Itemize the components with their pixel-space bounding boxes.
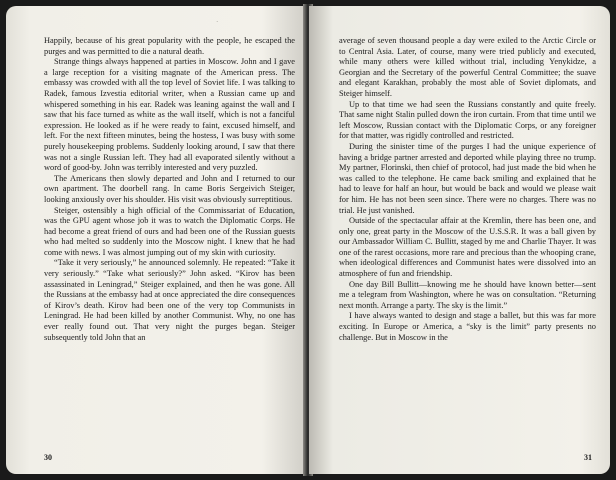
paragraph: “Take it very seriously,” he announced solemnly. He repeated: “Take it very seriously.” “Take what seriously?” John asked. “Kirov has been assassinated in Leningrad,” Steiger explained, and then he was gone. All the Russians at the embassy had at once appreciated the dire consequences of Kirov’s death. Kirov had been one of the very top Communists in Leningrad. He had been killed by another Communist. Why, no one has ever really found out. That very night the purges began. Steiger subsequently told John that an [44, 258, 295, 342]
paragraph: Happily, because of his great popularity with the people, he escaped the purges and was permitted to die a natural death. [44, 36, 295, 56]
paragraph: Strange things always happened at parties in Moscow. John and I gave a large reception for a visiting magnate of the American press. The embassy was crowded with all the top level of Soviet life. I was talking to Radek, famous Izvestia editorial writer, when a Russian came up and whispered something in his ear. Radek was leaning against the wall and I saw that his face turned as white as the wall itself, which is not a fanciful expression. He looked as if he were ready to faint, excused himself, and left. For the next fifteen minutes, being the hostess, I was busy with some purely housekeeping problems. Suddenly looking around, I saw that there was not a single Russian left. They had all evaporated silently without a word of good-by. John was terribly interested and very puzzled. [44, 57, 295, 173]
paragraph: Steiger, ostensibly a high official of the Commissariat of Education, was the GPU agent whose job it was to watch the Diplomatic Corps. He had become a great friend of ours and had been one of the Russian guests who had melted so suddenly into the Moscow night. I knew that he had come with news. I was almost jumping out of my skin with curiosity. [44, 205, 295, 257]
page-number: 30 [44, 453, 52, 462]
paragraph: I have always wanted to design and stage a ballet, but this was far more exciting. In Europe or America, a “sky is the limit” party presents no challenge. But in Moscow in the [339, 311, 596, 342]
paragraph: Outside of the spectacular affair at the Kremlin, there has been one, and only one, great party in the Moscow of the U.S.S.R. It was a ball given by our Ambassador William C. Bullitt, staged by me and Charlie Thayer. It was one of the rarest occasions, more rare and precious than the whooping crane, when ideological differences and Communist hates were dissolved into an atmosphere of fun and friendship. [339, 216, 596, 279]
paragraph: One day Bill Bullitt—knowing me he should have known better—sent me a telegram from Washington, where he was on consultation. “Returning next month. Arrange a party. The sky is the limit.” [339, 279, 596, 310]
paragraph: Up to that time we had seen the Russians constantly and quite freely. That same night Stalin pulled down the iron curtain. From that time until we left Moscow, Russian contact with the Diplomatic Corps, or any foreigner for that matter, was rigidly controlled and restricted. [339, 99, 596, 141]
right-page-text [339, 36, 596, 343]
paragraph: The Americans then slowly departed and John and I returned to our own apartment. The doorbell rang. In came Boris Sergeivich Steiger, looking anxiously over his shoulder. His visit was obviously surreptitious. [44, 173, 295, 204]
paragraph: average of seven thousand people a day were exiled to the Arctic Circle or to Central Asia. Later, of course, many were tried publicly and executed, while many others were killed without trial, including Yenykidze, a Georgian and the Secretary of the powerful Central Committee; the suave and elegant Karakhan, probably the most able of Soviet diplomats, and Steiger himself. [339, 36, 596, 98]
left-page-text [44, 36, 295, 343]
left-page [6, 6, 307, 474]
page-number: 31 [584, 453, 592, 462]
right-page [309, 6, 610, 474]
paragraph: During the sinister time of the purges I had the unique experience of having a bridge partner arrested and deported while playing three no trump. My partner, Florinski, then chief of protocol, had just made the bid when he was called to the telephone. He came back smiling and explained that he had to leave for half an hour, but would be back and would we please wait for him. He has not been seen since. There were no charges. There was no trial. He just vanished. [339, 141, 596, 215]
page-mark: · [216, 18, 219, 26]
